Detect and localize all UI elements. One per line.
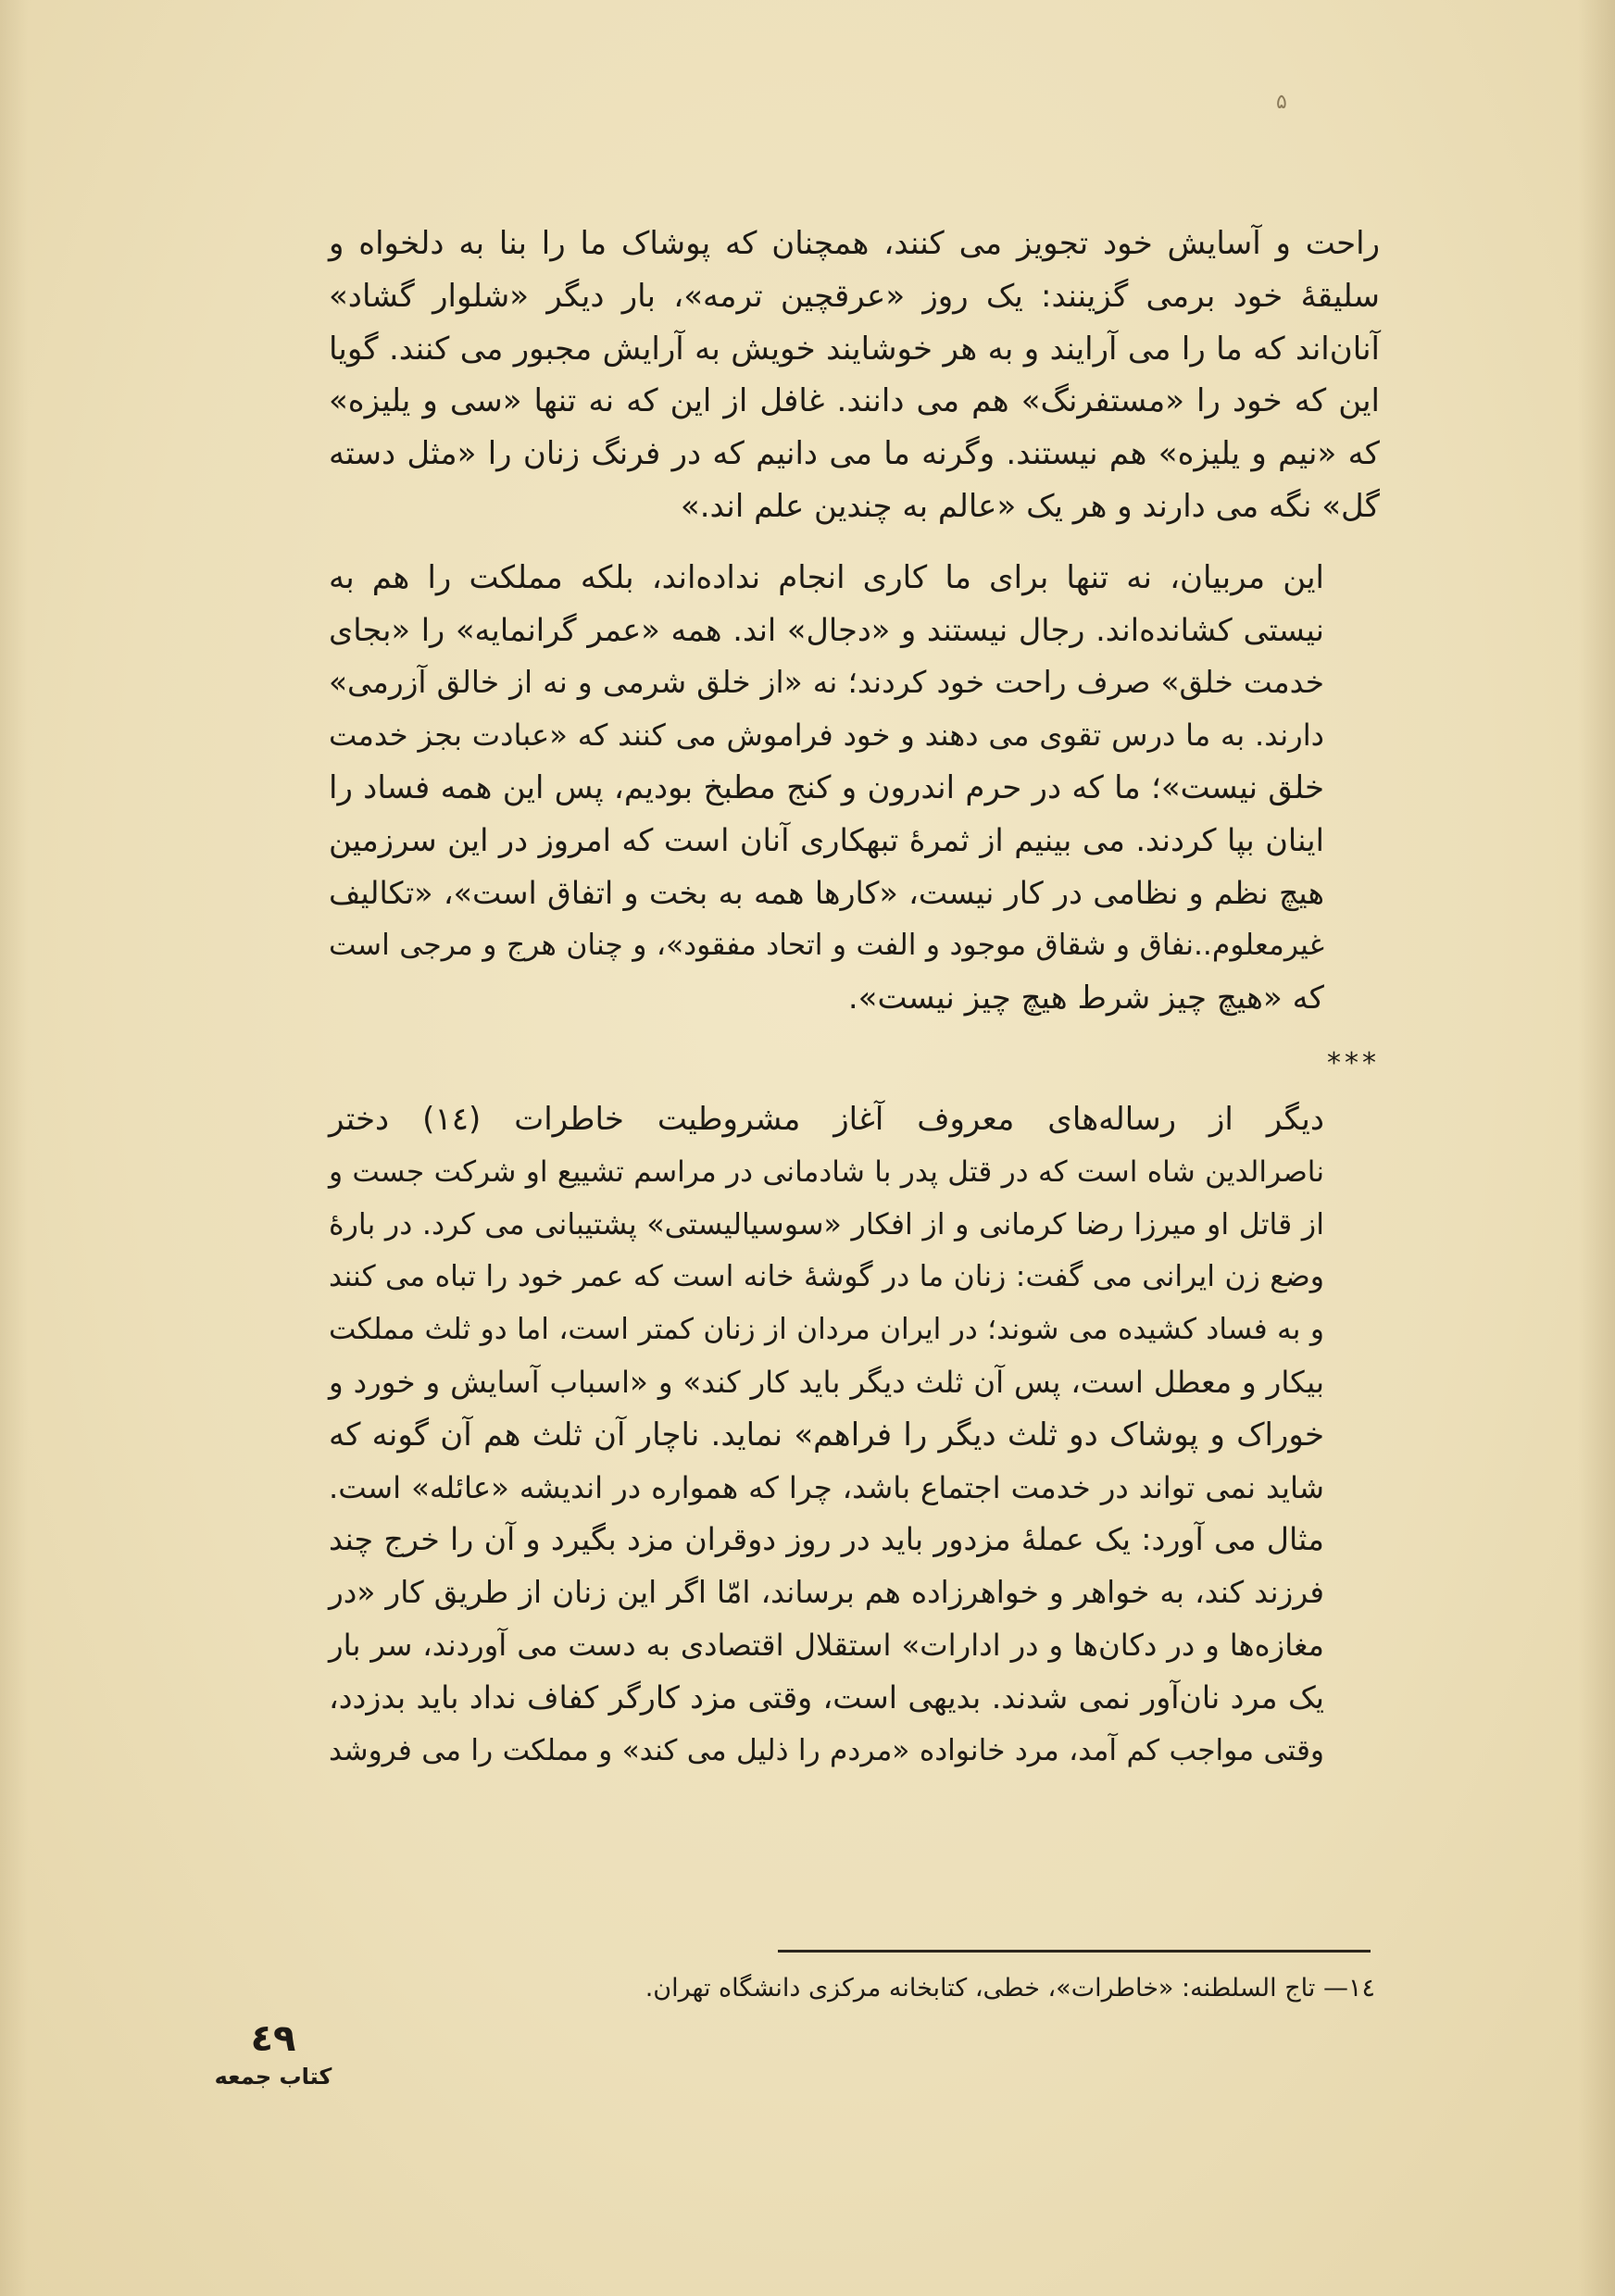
text-line: خدمت خلق» صرف راحت خود کردند؛ نه «از خلق شرمی و نه از خالق آزرمی» <box>329 665 1324 701</box>
text-line: ناصرالدین شاه است که در قتل پدر با شادمانی در مراسم تشییع او شرکت جست و <box>329 1154 1324 1189</box>
text-line: گل» نگه می دارند و هر یک «عالم به چندین علم اند.» <box>680 487 1380 525</box>
text-line: سلیقهٔ خود برمی گزینند: یک روز «عرقچین ترمه»، بار دیگر «شلوار گشاد» <box>329 277 1380 315</box>
text-line: دیگر از رساله‌های معروف آغاز مشروطیت خاطرات (۱٤) دختر <box>329 1100 1324 1138</box>
text-line: فرزند کند، به خواهر و خواهرزاده هم برساند، امّا اگر این زنان از طریق کار «در <box>329 1575 1324 1611</box>
paragraph-3 <box>329 1093 1380 1777</box>
text-line: خوراک و پوشاک دو ثلث دیگر را فراهم» نماید. ناچار آن ثلث هم آن گونه که <box>329 1416 1324 1454</box>
text-line: وضع زن ایرانی می گفت: زنان ما در گوشهٔ خانه است که عمر خود را تباه می کنند <box>329 1260 1324 1294</box>
page-edge-right <box>1578 0 1615 2296</box>
text-line: نیستی کشانده‌اند. رجال نیستند و «دجال» اند. همه «عمر گرانمایه» را «بجای <box>329 611 1324 648</box>
text-line: وقتی مواجب کم آمد، مرد خانواده «مردم را ذلیل می کند» و مملکت را می فروشد <box>329 1733 1324 1767</box>
text-line: دارند. به ما درس تقوی می دهند و خود فراموش می کنند که «عبادت بجز خدمت <box>329 718 1324 754</box>
book-title: کتاب جمعه <box>214 2064 332 2090</box>
text-line: بیکار و معطل است، پس آن ثلث دیگر باید کار کند» و «اسباب آسایش و خورد و <box>329 1364 1324 1400</box>
footnote-divider <box>778 1950 1371 1953</box>
footnote: ۱٤— تاج السلطنه: «خاطرات»، خطی، کتابخانه مرکزی دانشگاه تهران. <box>645 1974 1375 2003</box>
text-line: مغازه‌ها و در دکان‌ها و در ادارات» استقلال اقتصادی به دست می آوردند، سر بار <box>329 1627 1324 1663</box>
paragraph-2 <box>329 552 1380 1025</box>
text-line: از قاتل او میرزا رضا کرمانی و از افکار «سوسیالیستی» پشتیبانی می کرد. در بارهٔ <box>329 1207 1324 1242</box>
text-line: مثال می آورد: یک عملهٔ مزدور باید در روز دوقران مزد بگیرد و آن را خرج چند <box>329 1521 1324 1558</box>
page-edge-left <box>0 0 28 2296</box>
paragraph-1 <box>329 218 1380 533</box>
text-line: آنان‌اند که ما را می آرایند و به هر خوشایند خویش به آرایش مجبور می کنند. گویا <box>329 330 1380 368</box>
body-text <box>329 218 1380 1777</box>
text-line: این که خود را «مستفرنگ» هم می دانند. غافل از این که نه تنها «سی و یلیزه» <box>329 382 1380 420</box>
text-line: که «هیچ چیز شرط هیچ چیز نیست». <box>847 980 1324 1017</box>
section-separator: *** <box>1327 1046 1380 1079</box>
text-line: شاید نمی تواند در خدمت اجتماع باشد، چرا که همواره در اندیشه «عائله» است. <box>329 1469 1324 1505</box>
page-number: ٤٩ <box>250 2017 296 2060</box>
text-line: یک مرد نان‌آور نمی شدند. بدیهی است، وقتی مزد کارگر کفاف نداد باید بدزدد، <box>329 1678 1324 1716</box>
text-line: راحت و آسایش خود تجویز می کنند، همچنان که پوشاک ما را بنا به دلخواه و <box>329 225 1380 262</box>
text-line: هیچ نظم و نظامی در کار نیست، «کارها همه به بخت و اتفاق است»، «تکالیف <box>329 874 1324 911</box>
text-line: این مربیان، نه تنها برای ما کاری انجام نداده‌اند، بلکه مملکت را هم به <box>329 558 1324 596</box>
text-line: اینان بپا کردند. می بینیم از ثمرهٔ تبهکاری آنان است که امروز در این سرزمین <box>329 821 1324 858</box>
text-line: غیرمعلوم..نفاق و شقاق موجود و الفت و اتحاد مفقود»، و چنان هرج و مرجی است <box>329 929 1324 963</box>
page-mark: ۵ <box>1276 91 1287 114</box>
text-line: خلق نیست»؛ ما که در حرم اندرون و کنج مطبخ بودیم، پس این همه فساد را <box>329 768 1324 806</box>
text-line: و به فساد کشیده می شوند؛ در ایران مردان از زنان کمتر است، اما دو ثلث مملکت <box>329 1313 1324 1347</box>
text-line: که «نیم و یلیزه» هم نیستند. وگرنه ما می دانیم که در فرنگ زنان را «مثل دسته <box>329 435 1380 473</box>
